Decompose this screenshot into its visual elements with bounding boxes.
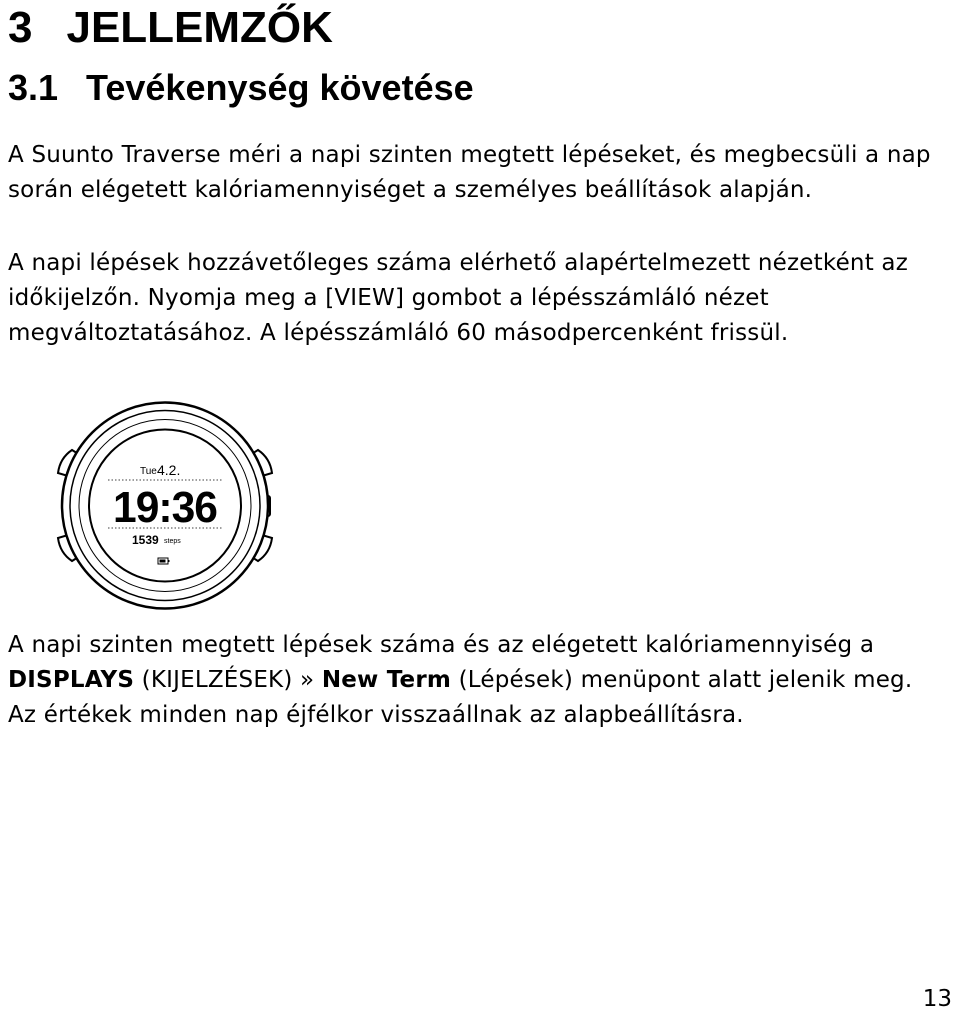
new-term-menu-term: New Term: [321, 667, 452, 693]
step-count-paragraph: A napi lépések hozzávetőleges száma elérhető alapértelmezett nézetként az időkijelzőn. Nyomja meg a [VIEW] gombot a lépésszámláló nézet megváltoztatásához. A lépésszámláló 60 másodpercenként frissül.: [8, 250, 908, 346]
section-heading: [8, 66, 474, 110]
watch-illustration: [50, 398, 280, 613]
displays-paragraph: A napi szinten megtett lépések száma és az elégetett kalóriamennyiség a DISPLAYS (KIJELZÉSEK) » New Term (Lépések) menüpont alatt jelenik meg. Az értékek minden nap éjfélkor visszaállnak az alapbeállításra.: [8, 632, 913, 728]
chapter-number: 3: [8, 3, 33, 52]
chapter-title: JELLEMZŐK: [66, 3, 333, 52]
watch-steps-label: steps: [164, 538, 181, 545]
displays-menu-term: DISPLAYS: [8, 667, 135, 693]
watch-date: 4.2.: [157, 462, 181, 478]
section-number: 3.1: [8, 67, 59, 108]
watch-steps-value: 1539: [132, 533, 159, 547]
chapter-heading: [8, 2, 333, 54]
watch-day: Tue: [140, 466, 157, 477]
section-title: Tevékenység követése: [86, 67, 474, 108]
watch-time: 19:36: [113, 483, 217, 532]
page-number: 13: [922, 986, 952, 1012]
intro-paragraph: A Suunto Traverse méri a napi szinten megtett lépéseket, és megbecsüli a nap során elégetett kalóriamennyiséget a személyes beállítások alapján.: [8, 142, 931, 203]
